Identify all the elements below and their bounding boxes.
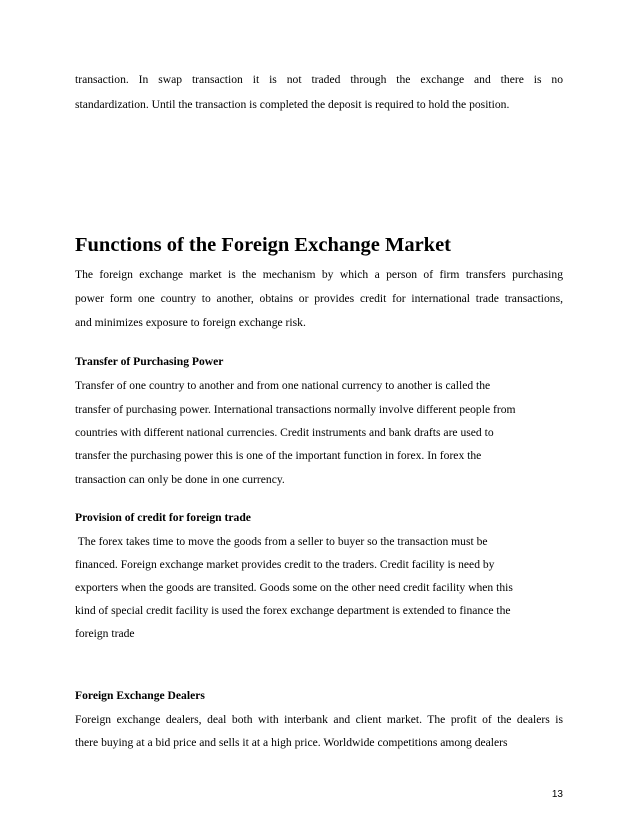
section-1-line-1: Transfer of one country to another and from one national currency to another is called the <box>75 379 491 392</box>
main-heading: Functions of the Foreign Exchange Market <box>75 234 451 256</box>
section-2-line-1: The forex takes time to move the goods from a seller to buyer so the transaction must be <box>75 535 488 548</box>
section-3-line-1: Foreign exchange dealers, deal both with interbank and client market. The profit of the dealers is <box>75 713 563 726</box>
section-heading-dealers: Foreign Exchange Dealers <box>75 689 205 702</box>
section-2-line-4: kind of special credit facility is used the forex exchange department is extended to finance the <box>75 604 511 617</box>
section-2-line-2: financed. Foreign exchange market provides credit to the traders. Credit facility is need by <box>75 558 495 571</box>
main-paragraph-line-3: and minimizes exposure to foreign exchange risk. <box>75 316 306 329</box>
main-paragraph-line-2: power form one country to another, obtains or provides credit for international trade transactions, <box>75 292 563 305</box>
section-1-line-2: transfer of purchasing power. International transactions normally involve different people from <box>75 403 516 416</box>
section-1-line-5: transaction can only be done in one currency. <box>75 473 285 486</box>
intro-line-1: transaction. In swap transaction it is not traded through the exchange and there is no <box>75 73 563 86</box>
section-2-line-5: foreign trade <box>75 627 135 640</box>
section-3-line-2: there buying at a bid price and sells it at a high price. Worldwide competitions among dealers <box>75 736 508 749</box>
section-heading-purchasing-power: Transfer of Purchasing Power <box>75 355 224 368</box>
section-heading-credit: Provision of credit for foreign trade <box>75 511 251 524</box>
page-number: 13 <box>551 789 563 800</box>
intro-line-2: standardization. Until the transaction is completed the deposit is required to hold the position. <box>75 98 510 111</box>
section-1-line-4: transfer the purchasing power this is one of the important function in forex. In forex the <box>75 449 482 462</box>
main-paragraph-line-1: The foreign exchange market is the mechanism by which a person of firm transfers purchasing <box>75 268 563 281</box>
section-2-line-3: exporters when the goods are transited. Goods some on the other need credit facility when this <box>75 581 513 594</box>
section-1-line-3: countries with different national currencies. Credit instruments and bank drafts are used to <box>75 426 494 439</box>
